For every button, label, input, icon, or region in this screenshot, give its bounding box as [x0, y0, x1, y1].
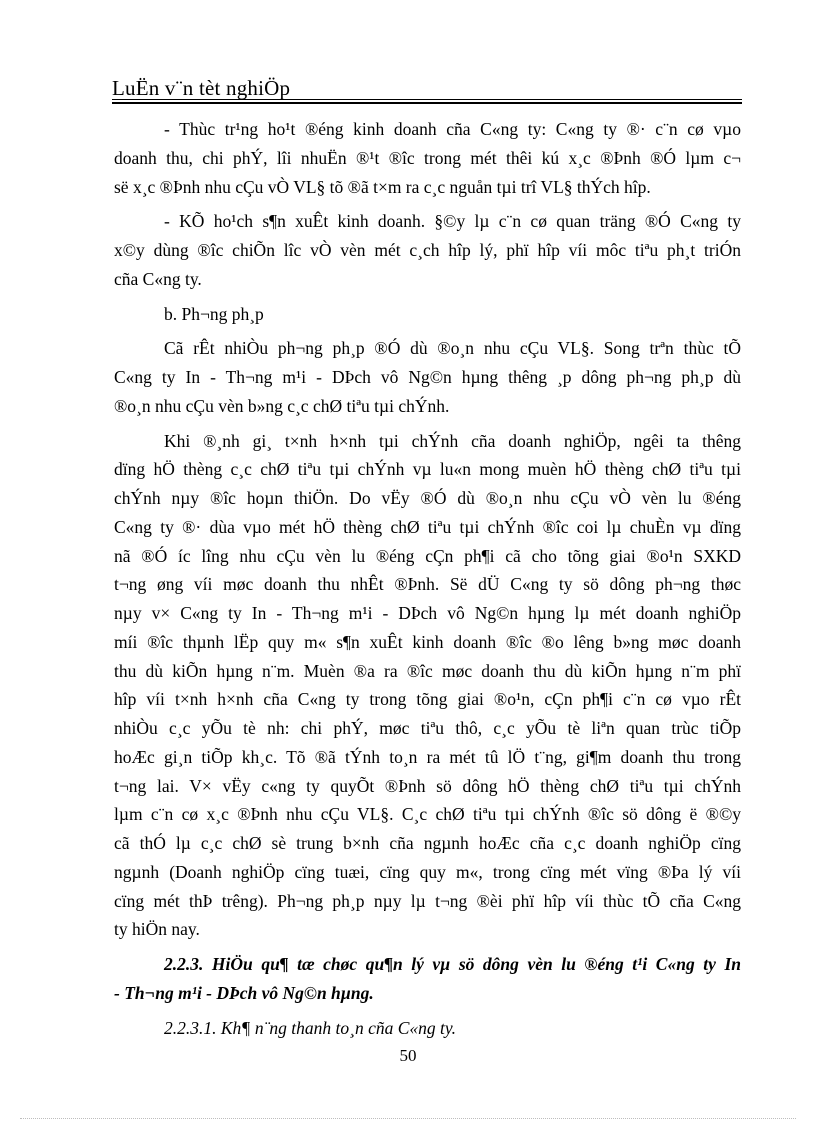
- text-line: së x¸c ®Þnh nhu cÇu vÒ VL§ tõ ®ã t×m ra c¸c nguån tµi trî VL§ thÝch hîp.: [114, 176, 651, 197]
- paragraph-financial-situation: [114, 115, 741, 201]
- text-line: nhiÒu c¸c yÕu tè nh: chi phÝ, møc tiªu thô, c¸c yÕu tè liªn quan trùc tiÕp: [114, 718, 741, 738]
- text-line: ngµnh (Doanh nghiÖp cïng tuæi, cïng quy m«, trong cïng mét vïng ®Þa lý víi: [114, 861, 741, 882]
- text-line: ®o¸n nhu cÇu vèn b»ng c¸c chØ tiªu tµi chÝnh.: [114, 395, 450, 416]
- header-rule-thick: [112, 102, 742, 104]
- text-line: cã thÓ lµ c¸c chØ sè trung b×nh cña ngµnh hoÆc cña c¸c doanh nghiÖp cïng: [114, 833, 741, 853]
- text-line: cïng mét thÞ trêng). Ph¬ng ph¸p nµy lµ t¬ng ®èi phï hîp víi thùc tÕ cña C«ng: [114, 890, 741, 911]
- text-line: t¬ng lai. V× vËy c«ng ty quyÕt ®Þnh sö dông hÖ thèng chØ tiªu tµi chÝnh: [114, 775, 741, 796]
- text-line: C«ng ty ®· dùa vµo mét hÖ thèng chØ tiªu tµi chÝnh ®îc coi lµ chuÈn vµ dïng: [114, 516, 741, 537]
- text-line: t¬ng øng víi møc doanh thu nhÊt ®Þnh. Së dÜ C«ng ty sö dông ph¬ng thøc: [114, 574, 741, 595]
- text-line: doanh thu, chi phÝ, lîi nhuËn ®¹t ®îc trong mét thêi kú x¸c ®Þnh ®Ó lµm c¬: [114, 147, 741, 168]
- text-line: cña C«ng ty.: [114, 268, 202, 289]
- text-line: nµy v× C«ng ty In - Th¬ng m¹i - DÞch vô Ng©n hµng lµ mét doanh nghiÖp: [114, 603, 741, 623]
- text-line: - KÕ ho¹ch s¶n xuÊt kinh doanh. §©y lµ c¨n cø quan träng ®Ó C«ng ty: [164, 211, 741, 232]
- page-bottom-border: [20, 1118, 796, 1119]
- text-line: - Thùc tr¹ng ho¹t ®éng kinh doanh cña C«ng ty: C«ng ty ®· c¨n cø vµo: [164, 119, 741, 139]
- section-heading-2-2-3: [114, 950, 741, 1008]
- text-line: 2.2.3. HiÖu qu¶ tæ chøc qu¶n lý vµ sö dông vèn lu ®éng t¹i C«ng ty In: [164, 954, 741, 974]
- text-line: ty hiÖn nay.: [114, 919, 200, 940]
- text-line: b. Ph¬ng ph¸p: [164, 303, 264, 324]
- text-line: hoÆc gi¸n tiÕp kh¸c. Tõ ®ã tÝnh to¸n ra mét tû lÖ t¨ng, gi¶m doanh thu trong: [114, 746, 741, 767]
- text-line: thu dù kiÕn hµng n¨m. Muèn ®a ra ®îc møc doanh thu dù kiÕn hµng n¨m phï: [114, 660, 741, 681]
- paragraph-forecast-methods: [114, 334, 741, 420]
- body-text: [114, 115, 741, 1042]
- section-label-method: [114, 300, 741, 329]
- text-line: Cã rÊt nhiÒu ph¬ng ph¸p ®Ó dù ®o¸n nhu cÇu VL§. Song trªn thùc tÕ: [164, 338, 741, 359]
- subsection-heading-2-2-3-1: [114, 1014, 741, 1043]
- text-line: nã ®Ó íc lîng nhu cÇu vèn lu ®éng cÇn ph¶i cã cho tõng giai ®o¹n SXKD: [114, 545, 741, 566]
- running-header: LuËn v¨n tèt nghiÖp: [112, 76, 291, 100]
- text-line: - Th¬ng m¹i - DÞch vô Ng©n hµng.: [114, 982, 374, 1003]
- text-line: hîp víi t×nh h×nh cña C«ng ty trong tõng giai ®o¹n, cÇn ph¶i c¨n cø vµo rÊt: [114, 689, 741, 710]
- text-line: Khi ®¸nh gi¸ t×nh h×nh tµi chÝnh cña doanh nghiÖp, ngêi ta thêng: [164, 430, 741, 451]
- text-line: dïng hÖ thèng c¸c chØ tiªu tµi chÝnh vµ lu«n mong muèn hÖ thèng chØ tiªu tµi: [114, 459, 741, 480]
- text-line: 2.2.3.1. Kh¶ n¨ng thanh to¸n cña C«ng ty.: [164, 1017, 457, 1038]
- text-line: míi ®îc thµnh lËp quy m« s¶n xuÊt kinh doanh ®îc ®o lêng b»ng møc doanh: [114, 631, 741, 652]
- paragraph-business-plan: [114, 207, 741, 293]
- text-line: C«ng ty In - Th¬ng m¹i - DÞch vô Ng©n hµng thêng ¸p dông ph¬ng ph¸p dù: [114, 367, 741, 387]
- page-number: 50: [399, 1046, 417, 1065]
- text-line: lµm c¨n cø x¸c ®Þnh nhu cÇu VL§. C¸c chØ tiªu tµi chÝnh ®îc sö dông ë ®©y: [114, 804, 741, 825]
- text-line: chÝnh nµy ®îc hoµn thiÖn. Do vËy ®Ó dù ®o¸n nhu cÇu vÒ vèn lu ®éng: [114, 488, 741, 508]
- text-line: x©y dùng ®îc chiÕn lîc vÒ vèn mét c¸ch hîp lý, phï hîp víi môc tiªu ph¸t triÓn: [114, 240, 741, 260]
- header-rule-thin: [112, 99, 742, 100]
- paragraph-financial-indicators: [114, 427, 741, 945]
